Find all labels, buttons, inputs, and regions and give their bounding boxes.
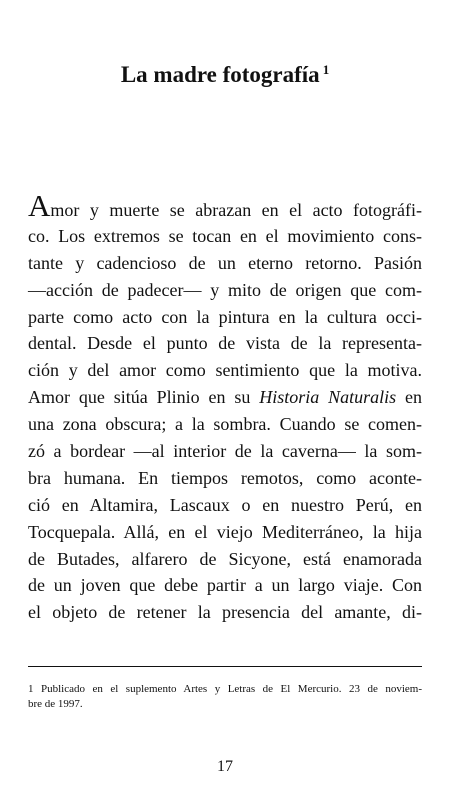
- text-line: el objeto de retener la presencia del amante, di-: [28, 602, 422, 623]
- footnote-line: bre de 1997.: [28, 698, 83, 710]
- text-line: una zona obscura; a la sombra. Cuando se comen-: [28, 414, 422, 435]
- text-line: Amor que sitúa Plinio en su Historia Naturalis en: [28, 387, 422, 408]
- drop-cap: A: [28, 188, 51, 223]
- text-line: de Butades, alfarero de Sicyone, está enamorada: [28, 548, 422, 569]
- text-line: tante y cadencioso de un eterno retorno. Pasión: [28, 252, 422, 273]
- text-line: de un joven que debe partir a un largo viaje. Con: [28, 575, 422, 596]
- text-line: dental. Desde el punto de vista de la representa-: [28, 333, 422, 354]
- body-paragraph: [28, 188, 422, 626]
- text-line: ció en Altamira, Lascaux o en nuestro Perú, en: [28, 494, 422, 515]
- text-line: co. Los extremos se tocan en el movimiento cons-: [28, 225, 422, 246]
- text-line: parte como acto con la pintura en la cultura occi-: [28, 306, 422, 327]
- text-line: ción y del amor como sentimiento que la motiva.: [28, 360, 422, 381]
- text-line: bra humana. En tiempos remotos, como aconte-: [28, 467, 422, 488]
- chapter-title: [0, 56, 450, 89]
- text-line: Amor y muerte se abrazan en el acto fotográfi-: [28, 188, 422, 223]
- book-title-italic: Historia Naturalis: [259, 387, 397, 408]
- footnote-reference: 1: [322, 62, 330, 77]
- footnote: [28, 682, 422, 712]
- text-line: Tocquepala. Allá, en el viejo Mediterráneo, la hija: [28, 521, 422, 542]
- footnote-line: 1 Publicado en el suplemento Artes y Letras de El Mercurio. 23 de noviem-: [28, 683, 422, 695]
- page-number: 17: [217, 758, 233, 775]
- footnote-divider: [28, 666, 422, 667]
- text-line: zó a bordear —al interior de la caverna— la som-: [28, 441, 422, 462]
- chapter-title-text: La madre fotografía: [120, 62, 320, 87]
- text-line: —acción de padecer— y mito de origen que com-: [28, 279, 422, 300]
